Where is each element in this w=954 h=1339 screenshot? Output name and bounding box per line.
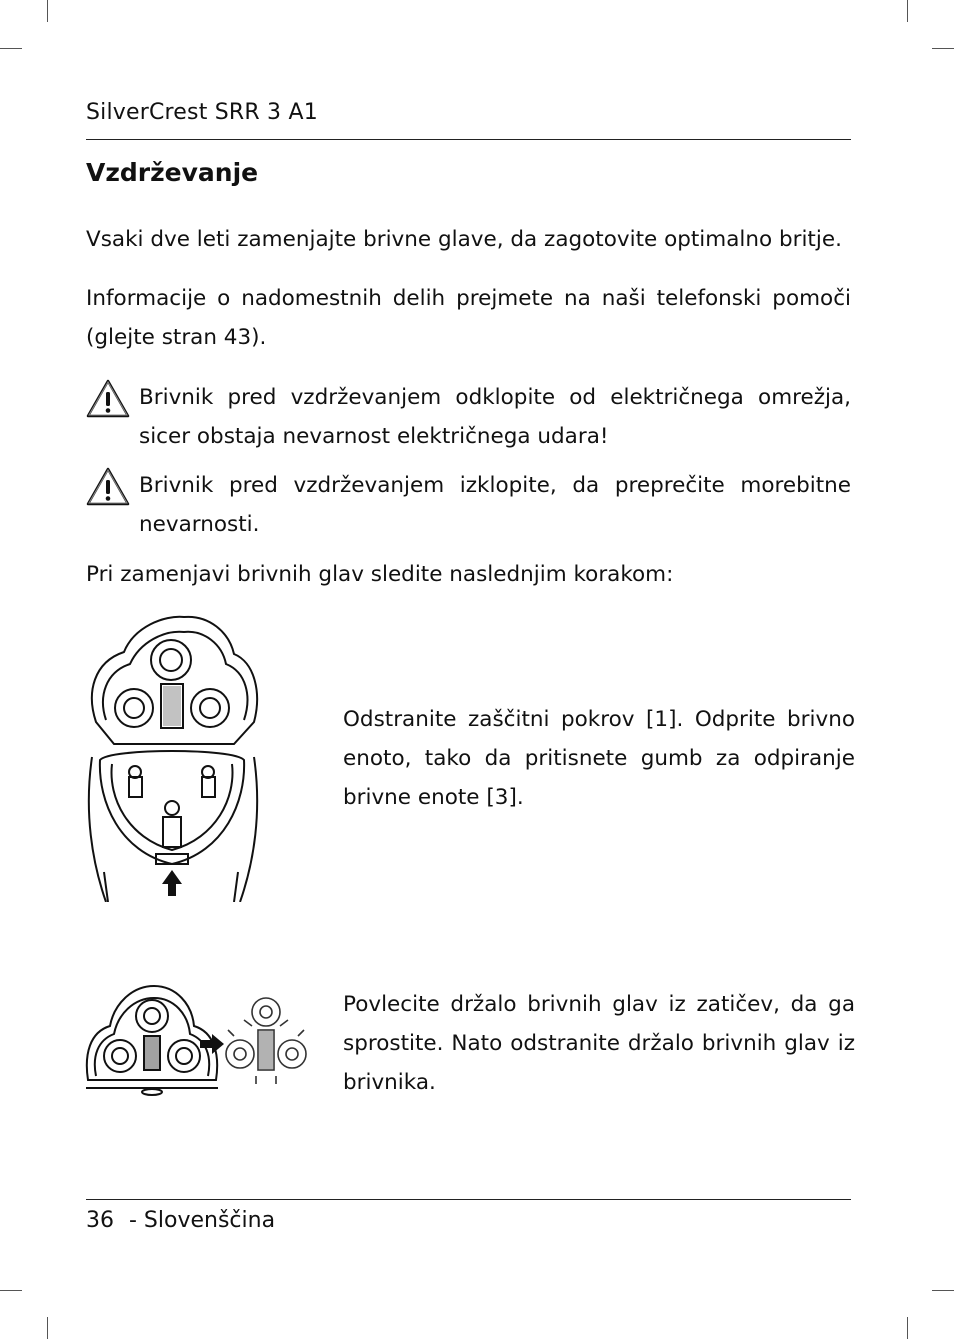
step-2-text: Povlecite držalo brivnih glav iz zatičev, da ga sprostite. Nato odstranite držalo brivnih glav iz brivnika. (343, 992, 855, 1095)
step-1-text: Odstranite zaščitni pokrov [1]. Odprite brivno enoto, tako da pritisnete gumb za odpiranje brivne enote [3]. (343, 707, 855, 810)
shaver-open-head-illustration (84, 612, 262, 902)
page-footer (86, 1208, 275, 1233)
crop-mark (932, 48, 954, 49)
arrow-up-icon (162, 870, 182, 896)
page-number: 36 (86, 1208, 114, 1233)
crop-mark (907, 0, 908, 22)
footer-language: - Slovenščina (129, 1208, 276, 1233)
crop-mark (0, 48, 22, 49)
footer-rule (86, 1199, 851, 1200)
paragraph-spare-parts-info: Informacije o nadomestnih delih prejmete na naši telefonski pomoči (glejte stran 43). (86, 286, 851, 350)
section-title: Vzdrževanje (86, 158, 259, 187)
warning-text: Brivnik pred vzdrževanjem izklopite, da preprečite morebitne nevarnosti. (139, 473, 851, 537)
crop-mark (47, 1317, 48, 1339)
head-holder-removal-illustration (84, 984, 310, 1098)
warning-triangle-icon (86, 378, 130, 418)
running-header: SilverCrest SRR 3 A1 (86, 100, 318, 125)
steps-intro: Pri zamenjavi brivnih glav sledite naslednjim korakom: (86, 562, 674, 587)
crop-mark (932, 1290, 954, 1291)
paragraph-replacement-interval: Vsaki dve leti zamenjajte brivne glave, da zagotovite optimalno britje. (86, 227, 842, 252)
arrow-right-icon (200, 1034, 224, 1054)
crop-mark (47, 0, 48, 22)
crop-mark (907, 1317, 908, 1339)
header-rule (86, 139, 851, 140)
crop-mark (0, 1290, 22, 1291)
warning-triangle-icon (86, 466, 130, 506)
warning-text: Brivnik pred vzdrževanjem odklopite od električnega omrežja, sicer obstaja nevarnost električnega udara! (139, 385, 851, 449)
